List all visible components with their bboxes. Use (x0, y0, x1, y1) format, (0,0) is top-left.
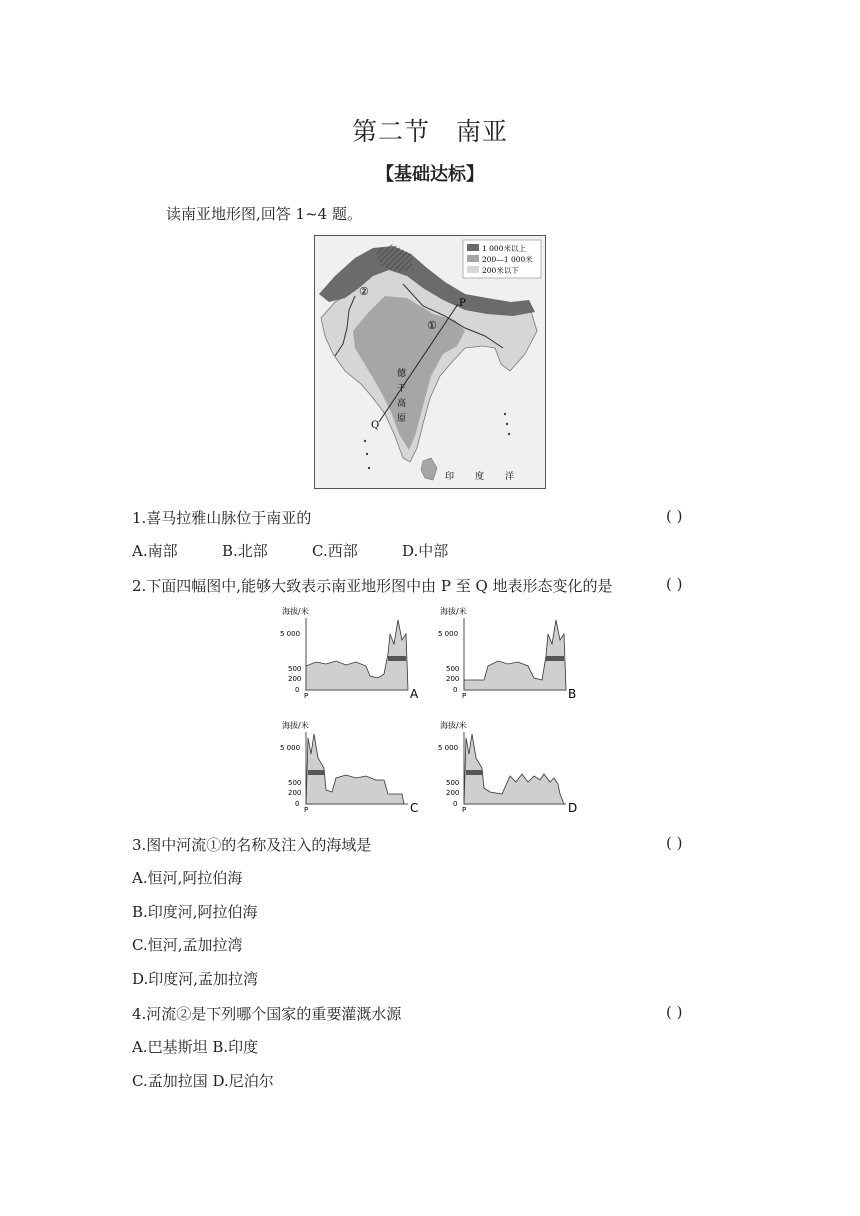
svg-text:200: 200 (446, 789, 460, 797)
profile-option-d[interactable] (436, 718, 586, 822)
svg-text:0: 0 (453, 800, 458, 808)
answer-blank-1[interactable]: ( ) (666, 507, 683, 525)
q4-options-cd[interactable]: C.孟加拉国 D.尼泊尔 (132, 1072, 274, 1090)
svg-text:200: 200 (288, 789, 302, 797)
q3-option-a[interactable]: A.恒河,阿拉伯海 (132, 869, 243, 887)
svg-text:P: P (304, 806, 309, 814)
svg-text:P: P (462, 806, 467, 814)
q1-option-d[interactable]: D.中部 (402, 542, 449, 560)
q3-option-c[interactable]: C.恒河,孟加拉湾 (132, 936, 243, 954)
svg-text:0: 0 (295, 686, 300, 694)
question-4: 4.河流②是下列哪个国家的重要灌溉水源 (132, 1005, 402, 1023)
answer-blank-3[interactable]: ( ) (666, 834, 683, 852)
svg-text:500: 500 (446, 779, 460, 787)
svg-text:0: 0 (295, 800, 300, 808)
svg-text:海拔/米: 海拔/米 (440, 721, 467, 730)
q4-options-ab[interactable]: A.巴基斯坦 B.印度 (132, 1038, 259, 1056)
map-point-q: Q (371, 420, 380, 431)
answer-blank-2[interactable]: ( ) (666, 575, 683, 593)
map-plateau-char-2: 干 (397, 384, 407, 394)
section-subtitle: 【基础达标】 (376, 164, 484, 185)
svg-text:500: 500 (288, 665, 302, 673)
title-region: 南亚 (456, 117, 509, 146)
profile-option-c[interactable] (278, 718, 428, 822)
svg-text:P: P (304, 692, 309, 700)
profile-a-label: A (410, 687, 419, 701)
legend-swatch-mid (467, 255, 479, 262)
map-river-1: ① (427, 319, 437, 332)
svg-text:500: 500 (446, 665, 460, 673)
profile-b-label: B (568, 687, 577, 701)
profile-a-ylabel: 海拔/米 (282, 607, 309, 616)
map-plateau-char-1: 德 (397, 369, 407, 379)
title-section: 第二节 (351, 117, 430, 146)
profile-d-label: D (568, 801, 578, 815)
svg-text:200: 200 (446, 675, 460, 683)
map-ocean-char-2: 度 (475, 472, 485, 482)
svg-text:5 000: 5 000 (438, 744, 459, 752)
legend-label-mid: 200—1 000米 (482, 255, 533, 264)
q1-option-c[interactable]: C.西部 (312, 542, 358, 560)
svg-text:5 000: 5 000 (280, 630, 301, 638)
q1-option-b[interactable]: B.北部 (222, 542, 268, 560)
q1-option-a[interactable]: A.南部 (132, 542, 178, 560)
map-ocean-char-1: 印 (445, 472, 455, 482)
legend-swatch-high (467, 244, 479, 251)
legend-swatch-low (467, 266, 479, 273)
question-2: 2.下面四幅图中,能够大致表示南亚地形图中由 P 至 Q 地表形态变化的是 (132, 577, 613, 595)
map-plateau-char-3: 高 (397, 399, 407, 409)
map-plateau-char-4: 原 (397, 414, 407, 424)
map-river-2: ② (359, 285, 369, 298)
svg-text:P: P (462, 692, 467, 700)
svg-text:500: 500 (288, 779, 302, 787)
legend-label-high: 1 000米以上 (482, 244, 526, 253)
svg-text:海拔/米: 海拔/米 (440, 607, 467, 616)
q3-option-b[interactable]: B.印度河,阿拉伯海 (132, 903, 258, 921)
question-3: 3.图中河流①的名称及注入的海域是 (132, 836, 372, 854)
profile-option-b[interactable] (436, 604, 586, 708)
svg-text:0: 0 (453, 686, 458, 694)
q3-option-d[interactable]: D.印度河,孟加拉湾 (132, 970, 259, 988)
question-1: 1.喜马拉雅山脉位于南亚的 (132, 509, 312, 527)
map-point-p: P (459, 298, 466, 309)
profile-option-a[interactable] (278, 604, 428, 708)
map-ocean-char-3: 洋 (505, 472, 515, 482)
legend-label-low: 200米以下 (482, 266, 519, 275)
profile-c-label: C (410, 801, 419, 815)
svg-text:海拔/米: 海拔/米 (282, 721, 309, 730)
intro-text: 读南亚地形图,回答 1~4 题。 (166, 205, 362, 223)
svg-text:5 000: 5 000 (280, 744, 301, 752)
svg-text:5 000: 5 000 (438, 630, 459, 638)
page-title (0, 112, 860, 148)
answer-blank-4[interactable]: ( ) (666, 1003, 683, 1021)
south-asia-map (314, 235, 546, 489)
svg-text:200: 200 (288, 675, 302, 683)
